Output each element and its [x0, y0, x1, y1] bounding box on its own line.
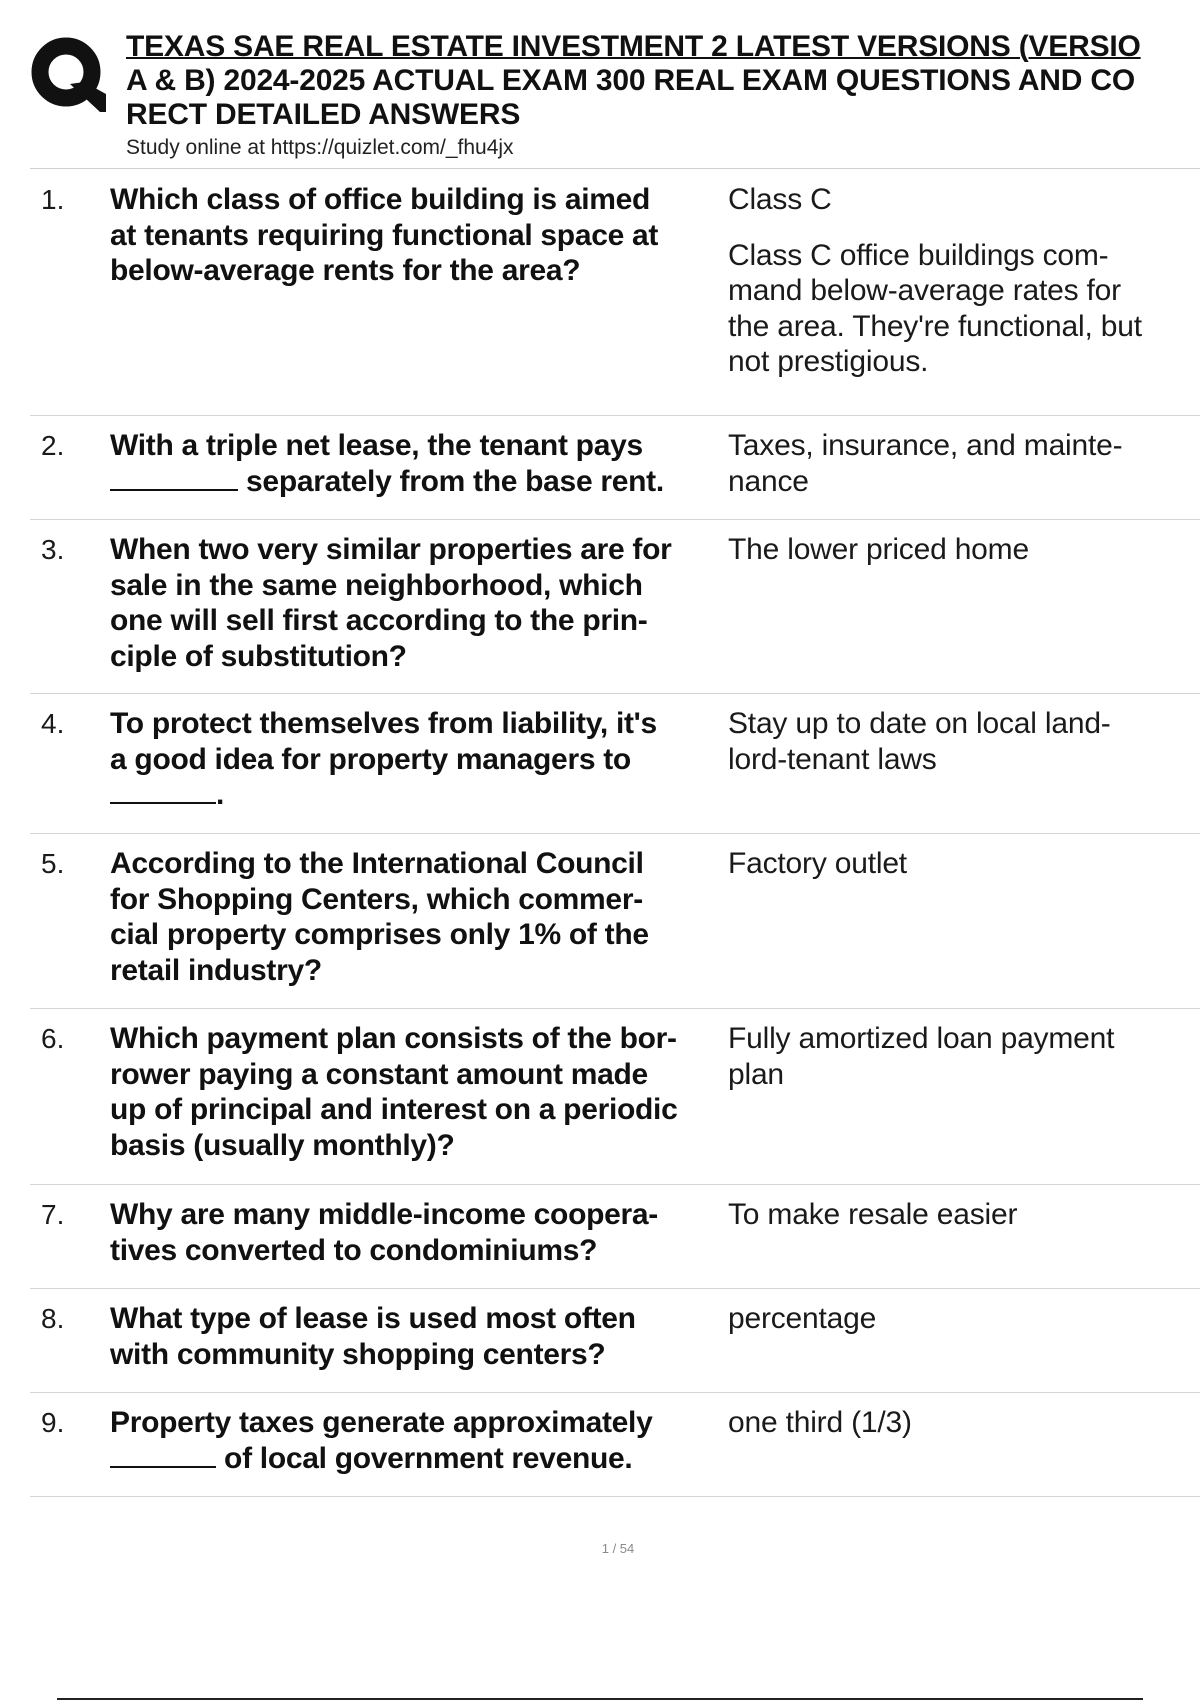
answer-text: Taxes, insurance, and mainte- nance	[728, 429, 1123, 498]
fill-in-blank	[110, 489, 238, 491]
question-text: Which class of office building is aimed at tenants requiring functional space at below-average rents for the area?	[110, 183, 659, 287]
question-number: 2.	[41, 430, 65, 461]
question-number: 5.	[41, 848, 65, 879]
answer-text: Stay up to date on local land- lord-tenant laws	[728, 707, 1111, 776]
qa-list	[30, 170, 1200, 1497]
question-number: 3.	[41, 534, 65, 565]
question-number: 8.	[41, 1303, 65, 1334]
answer-text: one third (1/3)	[728, 1406, 912, 1439]
study-online-link[interactable]: Study online at https://quizlet.com/_fhu4jx	[126, 136, 514, 159]
question-number: 4.	[41, 708, 65, 739]
fill-in-blank	[110, 802, 216, 804]
question-text: With a triple net lease, the tenant pays separately from the base rent.	[110, 429, 664, 498]
qa-row	[30, 1009, 1200, 1185]
question-number: 7.	[41, 1199, 65, 1230]
answer-text: Class C Class C office buildings com- mand below-average rates for the area. They're functional, but not prestigious.	[728, 183, 1142, 378]
question-text: Why are many middle-income coopera- tives converted to condominiums?	[110, 1198, 658, 1267]
question-text: Which payment plan consists of the bor- rower paying a constant amount made up of principal and interest on a periodic basis (usually monthly)?	[110, 1022, 678, 1162]
quizlet-q-logo-icon	[30, 36, 106, 112]
title-line: A & B) 2024-2025 ACTUAL EXAM 300 REAL EXAM QUESTIONS AND CO	[126, 64, 1135, 97]
title-line: TEXAS SAE REAL ESTATE INVESTMENT 2 LATEST VERSIONS (VERSIO	[126, 30, 1141, 63]
qa-row	[30, 416, 1200, 520]
header-divider	[30, 168, 1200, 169]
answer-text: To make resale easier	[728, 1198, 1018, 1231]
question-text: According to the International Council for Shopping Centers, which commer- cial property comprises only 1% of the retail industry?	[110, 847, 649, 987]
question-number: 6.	[41, 1023, 65, 1054]
answer-text: The lower priced home	[728, 533, 1029, 566]
question-text: Property taxes generate approximately of local government revenue.	[110, 1406, 653, 1475]
question-number: 1.	[41, 184, 65, 215]
document-header	[30, 30, 1200, 168]
qa-row	[30, 1185, 1200, 1289]
qa-row	[30, 170, 1200, 416]
question-text: To protect themselves from liability, it's a good idea for property managers to .	[110, 707, 657, 811]
question-text: When two very similar properties are for sale in the same neighborhood, which one will sell first according to the prin- ciple of substitution?	[110, 533, 672, 673]
qa-row	[30, 520, 1200, 694]
question-text: What type of lease is used most often with community shopping centers?	[110, 1302, 636, 1371]
qa-row	[30, 1393, 1200, 1497]
qa-row	[30, 694, 1200, 834]
answer-text: Fully amortized loan payment plan	[728, 1022, 1115, 1091]
page-number: 1 / 54	[601, 1541, 635, 1556]
qa-row	[30, 834, 1200, 1009]
answer-text: percentage	[728, 1302, 877, 1335]
title-line: RECT DETAILED ANSWERS	[126, 98, 521, 131]
answer-text: Factory outlet	[728, 847, 907, 880]
qa-row	[30, 1289, 1200, 1393]
fill-in-blank	[110, 1466, 216, 1468]
document-title	[126, 30, 1200, 132]
question-number: 9.	[41, 1407, 65, 1438]
